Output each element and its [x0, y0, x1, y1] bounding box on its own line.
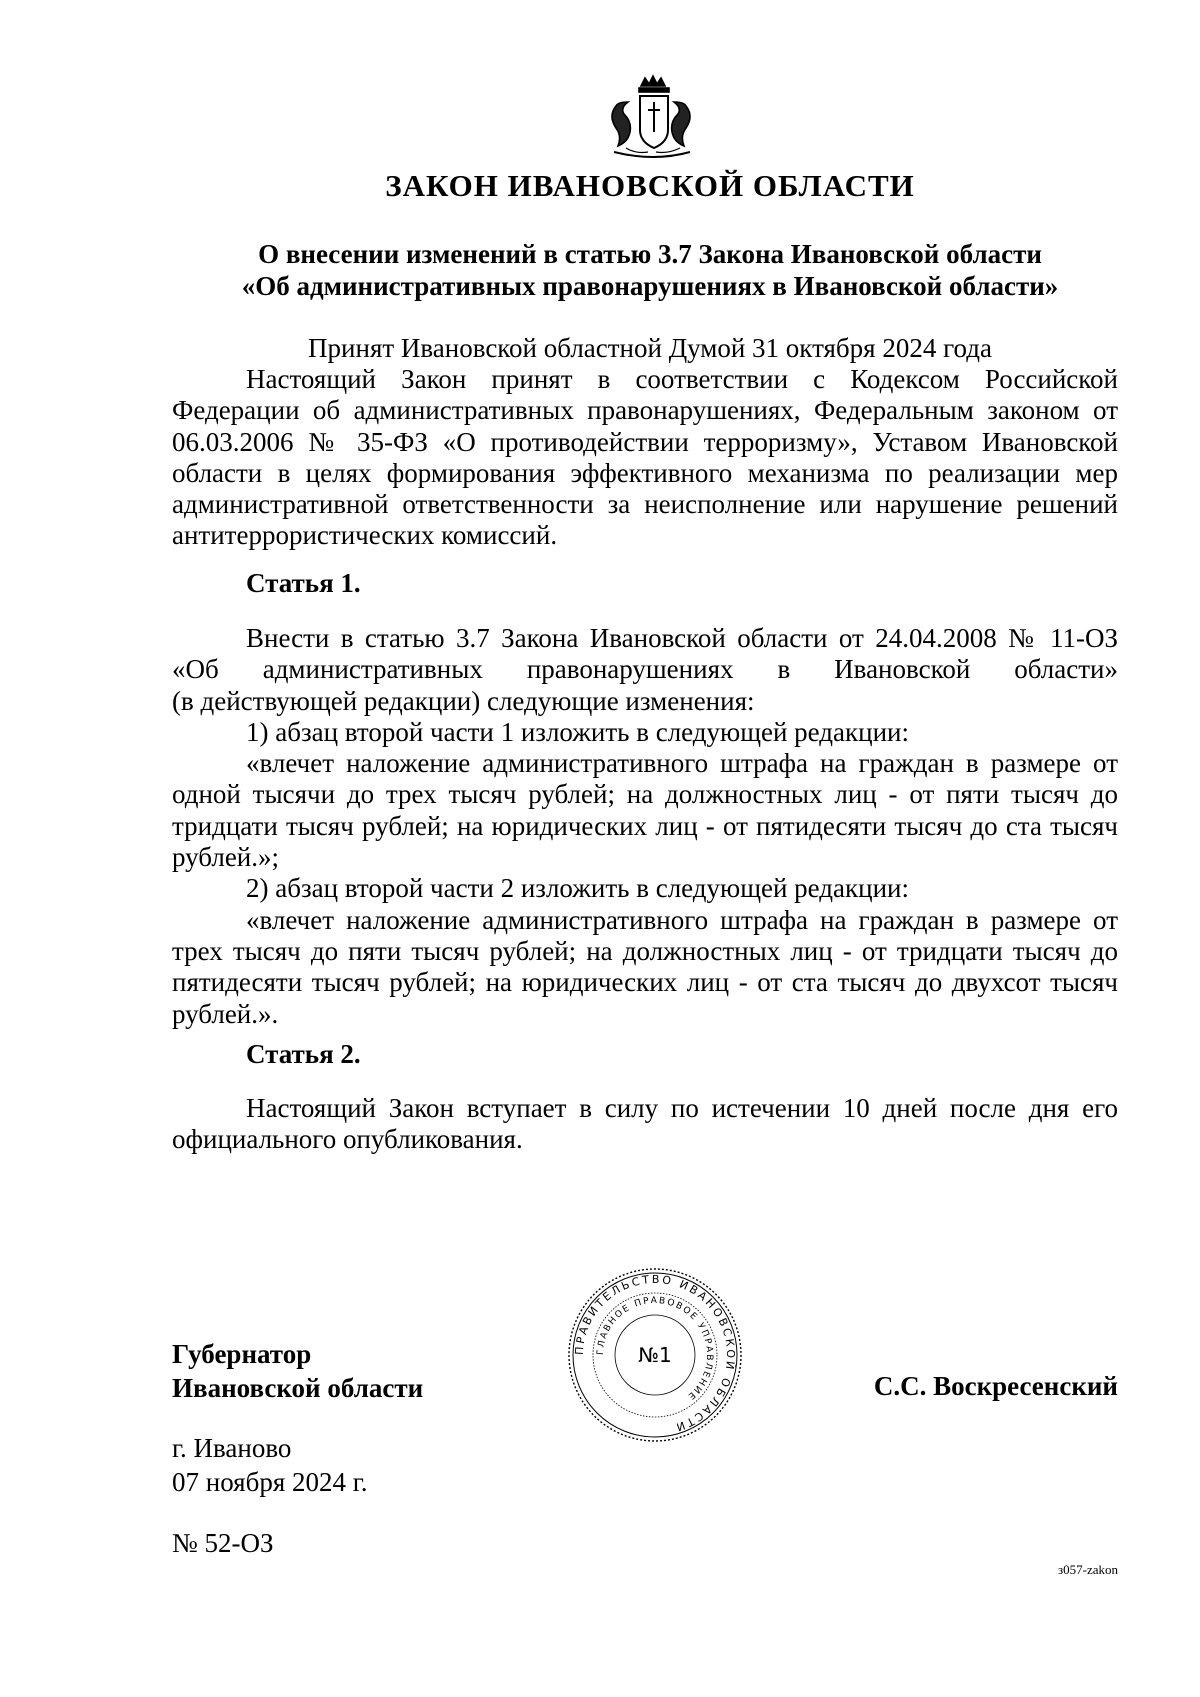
signature-position-line1: Губернатор [172, 1339, 312, 1369]
article1-item1-text: «влечет наложение административного штрафа на граждан в размере от одной тысячи до трех тысяч рублей; на должностных лиц - от пяти тысяч до тридцати тысяч рублей; на юридических лиц - от пятидесяти тысяч до ста тысяч рублей.»; [172, 748, 1118, 873]
article2-heading: Статья 2. [246, 1039, 361, 1069]
article1-item2-text: «влечет наложение административного штрафа на граждан в размере от трех тысяч до пяти тысяч рублей; на должностных лиц - от тридцати тысяч до пятидесяти тысяч рублей; на юридических лиц - от ста тысяч до двухсот тысяч рублей.». [172, 904, 1118, 1029]
signing-city: г. Иваново [172, 1433, 292, 1463]
stamp-outer-text: ПРАВИТЕЛЬСТВО ИВАНОВСКОЙ ОБЛАСТИ [572, 1272, 738, 1435]
stamp-center-number: №1 [638, 1343, 672, 1367]
preamble-paragraph: Настоящий Закон принят в соответствии с Кодексом Российской Федерации об административных правонарушениях, Федеральным законом от 06.03.2006 № 35-ФЗ «О противодействии терроризму», Уставом Ивановской области в целях формирования эффективного механизма по реализации мер административной ответственности за неисполнение или нарушение решений антитеррористических комиссий. [172, 364, 1118, 551]
coat-of-arms-icon [596, 66, 706, 166]
article1-heading: Статья 1. [246, 568, 361, 598]
law-subtitle-line1: О внесении изменений в статью 3.7 Закона Ивановской области [258, 239, 1042, 269]
stamp-inner-text: ГЛАВНОЕ ПРАВОВОЕ УПРАВЛЕНИЕ [595, 1295, 715, 1402]
article1-item2: 2) абзац второй части 2 изложить в следующей редакции: [246, 873, 909, 904]
law-subtitle-line2: «Об административных правонарушениях в Ивановской области» [241, 271, 1059, 301]
article1-intro-continuation: (в действующей редакции) следующие изменения: [172, 685, 755, 716]
signature-position-line2: Ивановской области [172, 1373, 424, 1403]
place-and-date [172, 1431, 368, 1499]
official-stamp [565, 1265, 745, 1445]
article1-block [172, 623, 1118, 1030]
signature-position [172, 1337, 423, 1405]
signing-date: 07 ноября 2024 г. [172, 1467, 368, 1497]
article1-item1: 1) абзац второй части 1 изложить в следующей редакции: [246, 716, 909, 747]
preamble-block [172, 364, 1118, 552]
law-title: ЗАКОН ИВАНОВСКОЙ ОБЛАСТИ [385, 168, 915, 203]
article2-block [172, 1093, 1118, 1156]
law-subtitle [120, 238, 1180, 302]
article2-paragraph: Настоящий Закон вступает в силу по истечении 10 дней после дня его официального опубликования. [172, 1093, 1118, 1155]
law-number: № 52-ОЗ [172, 1528, 274, 1558]
adoption-note: Принят Ивановской областной Думой 31 октября 2024 года [308, 333, 992, 363]
article1-intro: Внести в статью 3.7 Закона Ивановской области от 24.04.2008 № 11-ОЗ «Об административных правонарушениях в Ивановской области» [172, 623, 1118, 685]
document-code: з057-zakon [1057, 1562, 1118, 1577]
signatory-name: С.С. Воскресенский [873, 1371, 1118, 1401]
